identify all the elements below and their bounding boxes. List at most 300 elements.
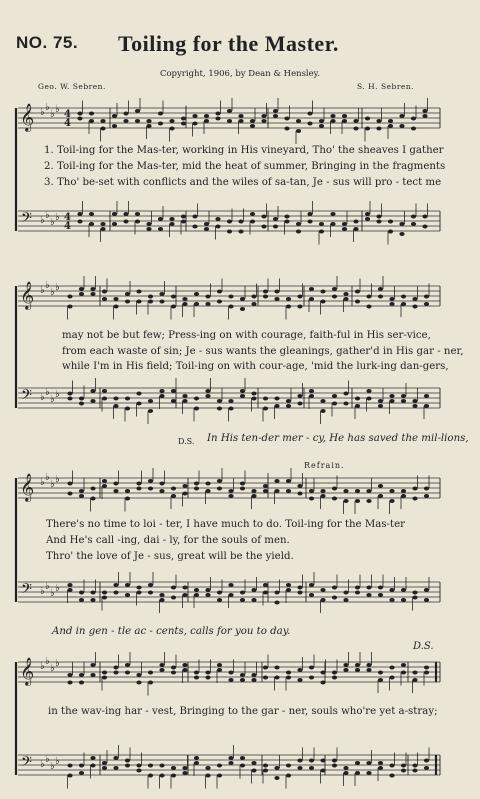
treble-note bbox=[148, 681, 153, 685]
bass-note bbox=[240, 394, 245, 398]
treble-note bbox=[297, 484, 302, 488]
treble-note bbox=[378, 287, 383, 291]
treble-note bbox=[286, 676, 291, 680]
treble-note bbox=[412, 497, 417, 501]
bass-note bbox=[378, 761, 383, 765]
bass-note bbox=[389, 399, 394, 403]
bass-note bbox=[366, 593, 371, 597]
bass-clef: 𝄢 bbox=[21, 754, 32, 774]
treble-note bbox=[67, 492, 72, 496]
bass-note bbox=[148, 774, 153, 778]
bass-note bbox=[113, 766, 118, 770]
bass-note bbox=[343, 598, 348, 602]
time-signature: 4 bbox=[64, 109, 71, 120]
flat-sign: ♭ bbox=[40, 215, 45, 226]
treble-clef: 𝄞 bbox=[20, 657, 35, 685]
bass-note bbox=[125, 593, 130, 597]
bass-note bbox=[89, 222, 94, 226]
treble-note bbox=[424, 494, 429, 498]
flat-sign: ♭ bbox=[45, 280, 50, 291]
bass-note bbox=[365, 212, 370, 216]
bass-note bbox=[136, 769, 141, 773]
bass-note bbox=[135, 220, 140, 224]
bass-note bbox=[389, 394, 394, 398]
treble-note bbox=[228, 678, 233, 682]
bass-note bbox=[67, 392, 72, 396]
hymn-title: Toiling for the Master. bbox=[118, 31, 339, 56]
treble-note bbox=[286, 479, 291, 483]
flat-sign: ♭ bbox=[40, 586, 45, 597]
bass-note bbox=[343, 402, 348, 406]
treble-note bbox=[215, 117, 220, 121]
bass-note bbox=[332, 596, 337, 600]
treble-note bbox=[90, 673, 95, 677]
refrain-label: Refrain. bbox=[304, 461, 345, 470]
treble-note bbox=[401, 494, 406, 498]
bass-note bbox=[215, 225, 220, 229]
treble-note bbox=[148, 487, 153, 491]
bass-note bbox=[376, 220, 381, 224]
treble-note bbox=[205, 482, 210, 486]
treble-note bbox=[146, 124, 151, 128]
treble-note bbox=[240, 487, 245, 491]
treble-note bbox=[389, 297, 394, 301]
bass-note bbox=[227, 230, 232, 234]
bass-note bbox=[378, 766, 383, 770]
treble-note bbox=[194, 482, 199, 486]
bass-note bbox=[136, 402, 141, 406]
treble-note bbox=[125, 489, 130, 493]
composer-credit: S. H. Sebren. bbox=[357, 82, 415, 91]
bass-note bbox=[67, 764, 72, 768]
bass-note bbox=[274, 601, 279, 605]
treble-note bbox=[217, 668, 222, 672]
treble-note bbox=[228, 489, 233, 493]
bass-note bbox=[297, 402, 302, 406]
bass-note bbox=[273, 225, 278, 229]
flat-sign: ♭ bbox=[55, 474, 60, 485]
bass-note bbox=[192, 215, 197, 219]
bass-note bbox=[205, 593, 210, 597]
bass-note bbox=[412, 596, 417, 600]
treble-note bbox=[355, 300, 360, 304]
treble-note bbox=[100, 127, 105, 131]
bass-note bbox=[125, 764, 130, 768]
treble-note bbox=[136, 673, 141, 677]
treble-note bbox=[238, 114, 243, 118]
treble-note bbox=[194, 676, 199, 680]
treble-note bbox=[388, 124, 393, 128]
flat-sign: ♭ bbox=[45, 754, 50, 765]
bass-note bbox=[263, 769, 268, 773]
bass-note bbox=[332, 394, 337, 398]
bass-note bbox=[389, 774, 394, 778]
bass-note bbox=[320, 598, 325, 602]
flat-sign: ♭ bbox=[55, 212, 60, 223]
treble-note bbox=[194, 302, 199, 306]
treble-note bbox=[251, 302, 256, 306]
treble-note bbox=[169, 127, 174, 131]
treble-note bbox=[240, 673, 245, 677]
bass-note bbox=[297, 759, 302, 763]
bass-note bbox=[159, 598, 164, 602]
bass-note bbox=[307, 220, 312, 224]
bass-note bbox=[320, 399, 325, 403]
treble-note bbox=[343, 489, 348, 493]
treble-note bbox=[378, 484, 383, 488]
treble-note bbox=[424, 671, 429, 675]
bass-note bbox=[136, 586, 141, 590]
treble-note bbox=[159, 300, 164, 304]
treble-note bbox=[146, 119, 151, 123]
ds-mark-system-4: D.S. bbox=[413, 641, 434, 652]
treble-note bbox=[159, 663, 164, 667]
treble-note bbox=[263, 676, 268, 680]
bass-note bbox=[90, 764, 95, 768]
treble-note bbox=[309, 489, 314, 493]
treble-note bbox=[217, 300, 222, 304]
treble-note bbox=[353, 127, 358, 131]
treble-note bbox=[77, 117, 82, 121]
bass-note bbox=[112, 212, 117, 216]
treble-note bbox=[217, 479, 222, 483]
bass-note bbox=[309, 759, 314, 763]
treble-note bbox=[251, 678, 256, 682]
bass-note bbox=[148, 583, 153, 587]
lyric-verse-2-line-1: 2. Toil-ing for the Mas-ter, mid the heat of summer, Bringing in the fragments bbox=[44, 161, 446, 172]
treble-note bbox=[355, 489, 360, 493]
bass-note bbox=[182, 399, 187, 403]
bass-note bbox=[100, 227, 105, 231]
treble-note bbox=[136, 487, 141, 491]
bass-note bbox=[194, 397, 199, 401]
treble-note bbox=[332, 287, 337, 291]
hymn-number: NO. 75. bbox=[16, 33, 79, 52]
treble-note bbox=[399, 114, 404, 118]
bass-note bbox=[422, 215, 427, 219]
bass-note bbox=[343, 771, 348, 775]
bass-note bbox=[424, 404, 429, 408]
treble-note bbox=[309, 287, 314, 291]
treble-note bbox=[284, 117, 289, 121]
treble-note bbox=[355, 290, 360, 294]
treble-note bbox=[113, 489, 118, 493]
bass-note bbox=[401, 588, 406, 592]
bass-note bbox=[113, 591, 118, 595]
bass-note bbox=[240, 764, 245, 768]
treble-note bbox=[159, 292, 164, 296]
bass-note bbox=[355, 397, 360, 401]
treble-note bbox=[228, 494, 233, 498]
treble-note bbox=[378, 295, 383, 299]
bass-note bbox=[330, 222, 335, 226]
bass-note bbox=[353, 227, 358, 231]
lyric-refrain-line-2: And He's call -ing, dai - ly, for the souls of men. bbox=[46, 535, 290, 546]
bass-note bbox=[182, 394, 187, 398]
bass-note bbox=[424, 766, 429, 770]
bass-note bbox=[251, 392, 256, 396]
bass-note bbox=[228, 583, 233, 587]
treble-note bbox=[401, 295, 406, 299]
bass-note bbox=[159, 389, 164, 393]
bass-note bbox=[79, 591, 84, 595]
treble-note bbox=[205, 489, 210, 493]
treble-note bbox=[112, 124, 117, 128]
treble-note bbox=[182, 492, 187, 496]
treble-note bbox=[319, 119, 324, 123]
bass-note bbox=[366, 771, 371, 775]
treble-clef: 𝄞 bbox=[20, 281, 35, 309]
treble-note bbox=[319, 124, 324, 128]
lyric-verse-3-line-1: 3. Tho' be-set with conflicts and the wiles of sa-tan, Je - sus will pro - tect me bbox=[44, 177, 442, 188]
bass-note bbox=[194, 761, 199, 765]
bass-note bbox=[159, 764, 164, 768]
bass-note bbox=[102, 389, 107, 393]
bass-note bbox=[171, 389, 176, 393]
treble-note bbox=[90, 487, 95, 491]
treble-note bbox=[194, 671, 199, 675]
treble-note bbox=[389, 676, 394, 680]
treble-note bbox=[411, 127, 416, 131]
treble-note bbox=[90, 287, 95, 291]
treble-note bbox=[136, 290, 141, 294]
flat-sign: ♭ bbox=[50, 761, 55, 772]
flat-sign: ♭ bbox=[40, 759, 45, 770]
flat-sign: ♭ bbox=[55, 658, 60, 669]
treble-note bbox=[251, 494, 256, 498]
treble-note bbox=[366, 489, 371, 493]
treble-note bbox=[307, 122, 312, 126]
bass-note bbox=[401, 394, 406, 398]
bass-note bbox=[401, 764, 406, 768]
bass-note bbox=[102, 766, 107, 770]
treble-note bbox=[378, 494, 383, 498]
treble-note bbox=[263, 290, 268, 294]
bass-note bbox=[159, 774, 164, 778]
treble-note bbox=[422, 114, 427, 118]
bass-note bbox=[366, 761, 371, 765]
treble-note bbox=[320, 489, 325, 493]
treble-note bbox=[148, 671, 153, 675]
treble-note bbox=[365, 117, 370, 121]
bass-note bbox=[79, 771, 84, 775]
bass-note bbox=[158, 227, 163, 231]
bass-note bbox=[284, 220, 289, 224]
treble-note bbox=[113, 305, 118, 309]
treble-note bbox=[388, 119, 393, 123]
treble-note bbox=[90, 663, 95, 667]
bass-note bbox=[90, 756, 95, 760]
bass-note bbox=[251, 761, 256, 765]
bass-note bbox=[181, 215, 186, 219]
bass-note bbox=[320, 409, 325, 413]
bass-note bbox=[389, 764, 394, 768]
bass-note bbox=[146, 222, 151, 226]
treble-note bbox=[389, 666, 394, 670]
treble-note bbox=[274, 676, 279, 680]
treble-note bbox=[217, 487, 222, 491]
treble-note bbox=[125, 671, 130, 675]
bass-note bbox=[342, 222, 347, 226]
bass-note bbox=[353, 220, 358, 224]
bass-note bbox=[355, 591, 360, 595]
treble-note bbox=[102, 479, 107, 483]
treble-note bbox=[67, 681, 72, 685]
bass-note bbox=[319, 230, 324, 234]
treble-note bbox=[192, 122, 197, 126]
bass-note bbox=[286, 588, 291, 592]
bass-note bbox=[378, 593, 383, 597]
bass-note bbox=[274, 766, 279, 770]
bass-note bbox=[169, 217, 174, 221]
treble-note bbox=[296, 129, 301, 133]
bass-note bbox=[273, 217, 278, 221]
treble-note bbox=[182, 484, 187, 488]
bass-note bbox=[388, 230, 393, 234]
bass-note bbox=[286, 764, 291, 768]
bass-note bbox=[424, 394, 429, 398]
bass-note bbox=[251, 769, 256, 773]
bass-note bbox=[286, 774, 291, 778]
treble-note bbox=[297, 295, 302, 299]
treble-note bbox=[332, 676, 337, 680]
bass-note bbox=[194, 756, 199, 760]
treble-note bbox=[320, 671, 325, 675]
bass-note bbox=[77, 220, 82, 224]
treble-note bbox=[355, 668, 360, 672]
flat-sign: ♭ bbox=[40, 392, 45, 403]
bass-note bbox=[399, 232, 404, 236]
treble-note bbox=[320, 681, 325, 685]
bass-note bbox=[192, 225, 197, 229]
bass-note bbox=[296, 230, 301, 234]
treble-note bbox=[412, 297, 417, 301]
treble-note bbox=[332, 497, 337, 501]
bass-clef: 𝄢 bbox=[21, 387, 32, 407]
flat-sign: ♭ bbox=[40, 107, 45, 118]
bass-note bbox=[102, 761, 107, 765]
flat-sign: ♭ bbox=[45, 581, 50, 592]
bass-note bbox=[217, 591, 222, 595]
treble-note bbox=[205, 676, 210, 680]
treble-note bbox=[342, 119, 347, 123]
bass-note bbox=[378, 399, 383, 403]
treble-note bbox=[274, 297, 279, 301]
bass-note bbox=[205, 389, 210, 393]
bass-note bbox=[171, 774, 176, 778]
treble-note bbox=[204, 119, 209, 123]
treble-note bbox=[205, 671, 210, 675]
treble-note bbox=[227, 109, 232, 113]
bass-note bbox=[171, 596, 176, 600]
bass-note bbox=[227, 220, 232, 224]
bass-note bbox=[309, 389, 314, 393]
treble-note bbox=[182, 668, 187, 672]
treble-note bbox=[297, 678, 302, 682]
flat-sign: ♭ bbox=[50, 217, 55, 228]
treble-note bbox=[274, 290, 279, 294]
treble-note bbox=[343, 297, 348, 301]
bass-note bbox=[194, 588, 199, 592]
bass-note bbox=[263, 591, 268, 595]
treble-note bbox=[194, 292, 199, 296]
bass-note bbox=[113, 583, 118, 587]
treble-note bbox=[309, 676, 314, 680]
bass-note bbox=[240, 598, 245, 602]
treble-note bbox=[136, 300, 141, 304]
treble-note bbox=[412, 678, 417, 682]
bass-note bbox=[274, 404, 279, 408]
treble-note bbox=[136, 482, 141, 486]
treble-note bbox=[171, 487, 176, 491]
treble-note bbox=[102, 671, 107, 675]
time-signature: 4 bbox=[64, 212, 71, 223]
treble-note bbox=[181, 122, 186, 126]
treble-note bbox=[411, 117, 416, 121]
bass-note bbox=[251, 598, 256, 602]
treble-note bbox=[79, 489, 84, 493]
treble-note bbox=[401, 671, 406, 675]
treble-note bbox=[251, 489, 256, 493]
bass-note bbox=[102, 596, 107, 600]
treble-note bbox=[378, 678, 383, 682]
treble-note bbox=[263, 489, 268, 493]
treble-note bbox=[263, 295, 268, 299]
treble-note bbox=[217, 290, 222, 294]
treble-note bbox=[263, 484, 268, 488]
flat-sign: ♭ bbox=[55, 104, 60, 115]
bass-note bbox=[67, 588, 72, 592]
treble-note bbox=[422, 109, 427, 113]
treble-clef: 𝄞 bbox=[20, 473, 35, 501]
bass-note bbox=[217, 407, 222, 411]
flat-sign: ♭ bbox=[55, 756, 60, 767]
bass-note bbox=[100, 222, 105, 226]
treble-note bbox=[286, 297, 291, 301]
treble-note bbox=[67, 305, 72, 309]
bass-note bbox=[146, 227, 151, 231]
treble-note bbox=[182, 302, 187, 306]
flat-sign: ♭ bbox=[50, 479, 55, 490]
bass-note bbox=[297, 591, 302, 595]
bass-note bbox=[297, 394, 302, 398]
bass-note bbox=[112, 222, 117, 226]
bass-note bbox=[261, 225, 266, 229]
treble-note bbox=[135, 109, 140, 113]
bass-note bbox=[263, 407, 268, 411]
bass-note bbox=[171, 586, 176, 590]
treble-note bbox=[171, 295, 176, 299]
treble-note bbox=[123, 119, 128, 123]
bass-note bbox=[228, 756, 233, 760]
bass-note bbox=[90, 399, 95, 403]
bass-note bbox=[79, 402, 84, 406]
treble-note bbox=[240, 307, 245, 311]
flat-sign: ♭ bbox=[45, 387, 50, 398]
treble-note bbox=[100, 119, 105, 123]
bass-note bbox=[320, 759, 325, 763]
treble-note bbox=[250, 124, 255, 128]
bass-note bbox=[412, 769, 417, 773]
treble-note bbox=[251, 295, 256, 299]
bass-note bbox=[240, 756, 245, 760]
bass-note bbox=[90, 591, 95, 595]
bass-note bbox=[332, 586, 337, 590]
treble-note bbox=[376, 119, 381, 123]
treble-note bbox=[228, 305, 233, 309]
treble-note bbox=[171, 666, 176, 670]
treble-note bbox=[79, 681, 84, 685]
